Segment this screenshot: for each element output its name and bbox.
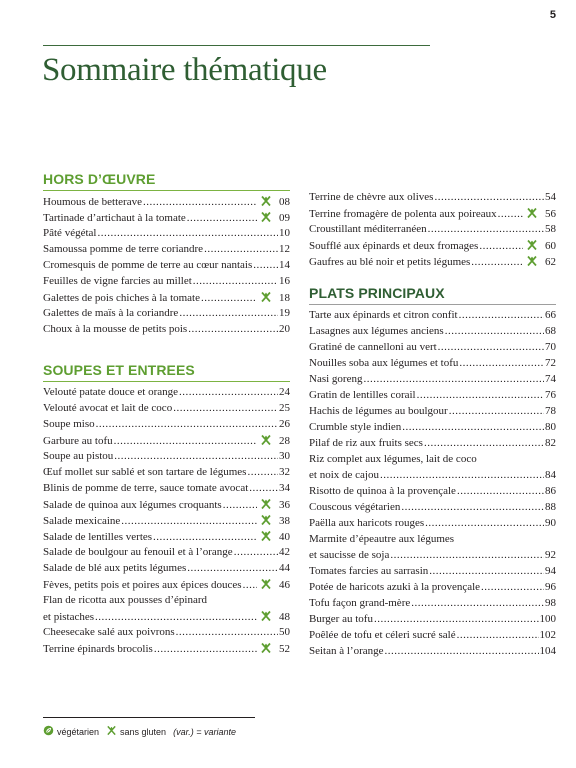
dot-leader: [187, 560, 278, 576]
page-ref: 72: [545, 357, 556, 369]
gluten-free-icon: [260, 498, 272, 510]
page-ref: 18: [279, 292, 290, 304]
toc-entry: [43, 448, 290, 464]
page-ref: 102: [539, 629, 556, 641]
toc-entry: [309, 627, 556, 643]
gluten-free-icon: [526, 239, 538, 251]
page-ref: 09: [279, 212, 290, 224]
entry-title: et pistaches: [43, 611, 95, 623]
entry-title: Nouilles soba aux légumes et tofu: [309, 357, 459, 369]
page-ref: 100: [539, 613, 556, 625]
toc-entry: [309, 221, 556, 237]
toc-entry: [309, 205, 556, 221]
dot-leader: [249, 480, 278, 496]
page-ref: 94: [545, 565, 556, 577]
page-number: 5: [549, 9, 556, 21]
dot-leader: [179, 384, 278, 400]
page-ref: 42: [279, 546, 290, 558]
toc-entry: [309, 611, 556, 627]
dot-leader: [449, 403, 544, 419]
dot-leader: [429, 563, 544, 579]
dot-leader: [481, 579, 544, 595]
entry-title: Cheesecake salé aux poivrons: [43, 626, 175, 638]
toc-entry: [43, 512, 290, 528]
page-ref: 98: [545, 597, 556, 609]
dot-leader: [498, 206, 523, 221]
page-ref: 104: [539, 645, 556, 657]
entry-title: Marmite d’épeautre aux légumes: [309, 533, 455, 545]
entry-title: Galettes de pois chiches à la tomate: [43, 292, 200, 304]
entry-title: Couscous végétarien: [309, 501, 401, 513]
dot-leader: [95, 609, 257, 624]
entry-title: Salade de lentilles vertes: [43, 531, 153, 543]
entry-title: Paëlla aux haricots rouges: [309, 517, 425, 529]
toc-entry: [309, 339, 556, 355]
toc-entry: [43, 528, 290, 544]
dot-leader: [471, 254, 523, 269]
section-heading: HORS D’ŒUVRE: [43, 171, 290, 191]
gluten-free-icon: [260, 291, 272, 303]
dot-leader: [173, 400, 278, 416]
toc-entry: [309, 237, 556, 253]
entry-title: Terrine fromagère de polenta aux poireaux: [309, 208, 497, 220]
page-ref: 68: [545, 325, 556, 337]
entry-title: Fèves, petits pois et poires aux épices douces: [43, 579, 242, 591]
dot-leader: [114, 433, 257, 448]
dot-leader: [445, 323, 544, 339]
section-heading: PLATS PRINCIPAUX: [309, 285, 556, 305]
entry-list: [43, 384, 290, 656]
dot-leader: [457, 483, 544, 499]
gluten-free-icon: [260, 530, 272, 542]
entry-title: Hachis de légumes au boulgour: [309, 405, 448, 417]
toc-entry: [43, 416, 290, 432]
page-ref: 92: [545, 549, 556, 561]
page-ref: 34: [279, 482, 290, 494]
toc-entry: [309, 579, 556, 595]
page-ref: 44: [279, 562, 290, 574]
entry-list: [43, 193, 290, 337]
gluten-free-icon: [260, 514, 272, 526]
dot-leader: [96, 416, 278, 432]
entry-title: Feuilles de vigne farcies au millet: [43, 275, 192, 287]
page-ref: 36: [279, 499, 290, 511]
page-ref: 14: [279, 259, 290, 271]
entry-title: Terrine épinards brocolis: [43, 643, 153, 655]
page-ref: 78: [545, 405, 556, 417]
page-ref: 50: [279, 626, 290, 638]
page-ref: 84: [545, 469, 556, 481]
toc-entry: [309, 515, 556, 531]
entry-title: Risotto de quinoa à la provençale: [309, 485, 456, 497]
page-ref: 80: [545, 421, 556, 433]
toc-entry: [309, 451, 556, 467]
page-ref: 32: [279, 466, 290, 478]
toc-entry: [309, 371, 556, 387]
page-ref: 28: [279, 435, 290, 447]
toc-entry: [43, 289, 290, 305]
dot-leader: [243, 577, 257, 592]
entry-title: Burger au tofu: [309, 613, 373, 625]
dot-leader: [434, 189, 544, 205]
page-ref: 96: [545, 581, 556, 593]
page-ref: 40: [279, 531, 290, 543]
entry-list: [309, 307, 556, 659]
toc-entry: [309, 499, 556, 515]
entry-title: Velouté avocat et lait de coco: [43, 402, 173, 414]
dot-leader: [187, 210, 257, 225]
toc-entry: [43, 321, 290, 337]
toc-entry: [309, 403, 556, 419]
toc-entry: [309, 387, 556, 403]
toc-entry: [309, 483, 556, 499]
entry-title: Flan de ricotta aux pousses d’épinard: [43, 594, 208, 606]
entry-title: Tofu façon grand-mère: [309, 597, 411, 609]
toc-entry: [43, 273, 290, 289]
toc-entry: [43, 305, 290, 321]
dot-leader: [121, 513, 257, 528]
section-hors-doeuvre: [43, 171, 290, 337]
toc-entry: [309, 547, 556, 563]
page-ref: 24: [279, 386, 290, 398]
dot-leader: [438, 339, 544, 355]
dot-leader: [424, 435, 544, 451]
dot-leader: [201, 290, 257, 305]
entry-title: Tomates farcies au sarrasin: [309, 565, 429, 577]
entry-title: Croustillant méditerranéen: [309, 223, 427, 235]
entry-title: Galettes de maïs à la coriandre: [43, 307, 179, 319]
dot-leader: [479, 238, 523, 253]
entry-title: Soupe miso: [43, 418, 95, 430]
entry-title: et noix de cajou: [309, 469, 379, 481]
dot-leader: [223, 497, 257, 512]
vegetarian-leaf-icon: [43, 725, 54, 738]
entry-title: Œuf mollet sur sablé et son tartare de légumes: [43, 466, 247, 478]
toc-entry: [43, 257, 290, 273]
dot-leader: [153, 529, 257, 544]
dot-leader: [457, 627, 539, 643]
dot-leader: [428, 221, 544, 237]
gluten-free-icon: [260, 610, 272, 622]
entry-title: Riz complet aux légumes, lait de coco: [309, 453, 477, 465]
entry-title: Salade mexicaine: [43, 515, 121, 527]
toc-entry: [43, 241, 290, 257]
toc-entry: [309, 419, 556, 435]
toc-entry: [43, 592, 290, 608]
toc-entry: [43, 480, 290, 496]
dot-leader: [179, 305, 278, 321]
entry-title: Blinis de pomme de terre, sauce tomate avocat: [43, 482, 249, 494]
dot-leader: [204, 241, 278, 257]
toc-entry: [43, 225, 290, 241]
page-ref: 66: [545, 309, 556, 321]
gluten-free-icon: [526, 255, 538, 267]
dot-leader: [363, 371, 544, 387]
page-ref: 90: [545, 517, 556, 529]
page-ref: 62: [545, 256, 556, 268]
page-ref: 56: [545, 208, 556, 220]
page-ref: 74: [545, 373, 556, 385]
dot-leader: [97, 225, 278, 241]
gluten-free-icon: [260, 211, 272, 223]
entry-title: Pilaf de riz aux fruits secs: [309, 437, 423, 449]
gluten-free-icon: [526, 207, 538, 219]
dot-leader: [425, 515, 544, 531]
footer-rule: [43, 717, 255, 718]
page-ref: 52: [279, 643, 290, 655]
toc-entry: [43, 496, 290, 512]
page-ref: 70: [545, 341, 556, 353]
entry-title: Pâté végétal: [43, 227, 97, 239]
page-ref: 26: [279, 418, 290, 430]
gluten-free-icon: [260, 434, 272, 446]
toc-entry: [43, 640, 290, 656]
toc-entry: [309, 467, 556, 483]
toc-entry: [309, 531, 556, 547]
entry-title: Houmous de betterave: [43, 196, 142, 208]
dot-leader: [401, 499, 544, 515]
entry-title: Gaufres au blé noir et petits légumes: [309, 256, 471, 268]
entry-title: Lasagnes aux légumes anciens: [309, 325, 444, 337]
dot-leader: [247, 464, 278, 480]
toc-entry: [43, 560, 290, 576]
top-rule: [43, 45, 430, 46]
toc-entry: [43, 384, 290, 400]
entry-title: Samoussa pomme de terre coriandre: [43, 243, 204, 255]
toc-entry: [309, 595, 556, 611]
section-soupes-suite: [309, 189, 556, 269]
page-ref: 38: [279, 515, 290, 527]
page-ref: 20: [279, 323, 290, 335]
entry-title: et saucisse de soja: [309, 549, 390, 561]
toc-entry: [43, 464, 290, 480]
entry-title: Soufflé aux épinards et deux fromages: [309, 240, 479, 252]
page-ref: 86: [545, 485, 556, 497]
entry-title: Potée de haricots azuki à la provençale: [309, 581, 481, 593]
entry-title: Velouté patate douce et orange: [43, 386, 178, 398]
toc-entry: [309, 307, 556, 323]
toc-entry: [43, 400, 290, 416]
legend-vegetarian-label: végétarien: [57, 726, 100, 737]
dot-leader: [234, 544, 278, 560]
page-title: Sommaire thématique: [42, 52, 327, 88]
toc-entry: [309, 643, 556, 659]
page-ref: 76: [545, 389, 556, 401]
toc-entry: [43, 193, 290, 209]
dot-leader: [402, 419, 544, 435]
gluten-free-icon: [260, 642, 272, 654]
dot-leader: [176, 624, 278, 640]
entry-title: Gratin de lentilles corail: [309, 389, 416, 401]
legend-gluten-free-label: sans gluten: [120, 726, 167, 737]
page-ref: 82: [545, 437, 556, 449]
dot-leader: [193, 273, 278, 289]
dot-leader: [417, 387, 544, 403]
legend: [43, 725, 236, 738]
entry-title: Salade de blé aux petits légumes: [43, 562, 187, 574]
dot-leader: [114, 448, 278, 464]
entry-title: Terrine de chèvre aux olives: [309, 191, 434, 203]
gluten-free-icon: [260, 578, 272, 590]
dot-leader: [459, 307, 544, 323]
section-soupes: [43, 362, 290, 656]
dot-leader: [390, 547, 544, 563]
page-ref: 25: [279, 402, 290, 414]
entry-title: Cromesquis de pomme de terre au cœur nantais: [43, 259, 253, 271]
dot-leader: [380, 467, 544, 483]
dot-leader: [253, 257, 278, 273]
section-plats: [309, 285, 556, 659]
toc-entry: [43, 432, 290, 448]
gluten-free-icon: [260, 195, 272, 207]
gluten-free-icon: [106, 725, 117, 738]
entry-title: Tarte aux épinards et citron confit: [309, 309, 458, 321]
entry-title: Poêlée de tofu et céleri sucré salé: [309, 629, 456, 641]
toc-entry: [43, 624, 290, 640]
dot-leader: [411, 595, 544, 611]
page-ref: 58: [545, 223, 556, 235]
dot-leader: [459, 355, 544, 371]
toc-entry: [309, 189, 556, 205]
section-heading: SOUPES ET ENTREES: [43, 362, 290, 382]
entry-title: Tartinade d’artichaut à la tomate: [43, 212, 186, 224]
dot-leader: [385, 643, 539, 659]
page-ref: 19: [279, 307, 290, 319]
toc-entry: [43, 209, 290, 225]
entry-title: Crumble style indien: [309, 421, 402, 433]
entry-title: Soupe au pistou: [43, 450, 114, 462]
toc-entry: [309, 563, 556, 579]
dot-leader: [143, 194, 257, 209]
page-ref: 54: [545, 191, 556, 203]
entry-title: Nasi goreng: [309, 373, 363, 385]
entry-title: Salade de quinoa aux légumes croquants: [43, 499, 222, 511]
dot-leader: [374, 611, 539, 627]
page-ref: 08: [279, 196, 290, 208]
entry-title: Choux à la mousse de petits pois: [43, 323, 188, 335]
page-ref: 60: [545, 240, 556, 252]
toc-entry: [309, 253, 556, 269]
page-ref: 30: [279, 450, 290, 462]
dot-leader: [188, 321, 278, 337]
entry-title: Salade de boulgour au fenouil et à l’orange: [43, 546, 233, 558]
page-ref: 48: [279, 611, 290, 623]
toc-entry: [309, 355, 556, 371]
entry-title: Gratiné de cannelloni au vert: [309, 341, 437, 353]
legend-variant-label: (var.) = variante: [173, 726, 237, 737]
entry-title: Garbure au tofu: [43, 435, 113, 447]
toc-entry: [309, 435, 556, 451]
entry-list: [309, 189, 556, 269]
page-ref: 46: [279, 579, 290, 591]
dot-leader: [154, 641, 257, 656]
page-ref: 12: [279, 243, 290, 255]
page-ref: 88: [545, 501, 556, 513]
toc-entry: [43, 544, 290, 560]
toc-entry: [43, 608, 290, 624]
toc-entry: [43, 576, 290, 592]
page-ref: 10: [279, 227, 290, 239]
toc-entry: [309, 323, 556, 339]
page-ref: 16: [279, 275, 290, 287]
entry-title: Seitan à l’orange: [309, 645, 384, 657]
